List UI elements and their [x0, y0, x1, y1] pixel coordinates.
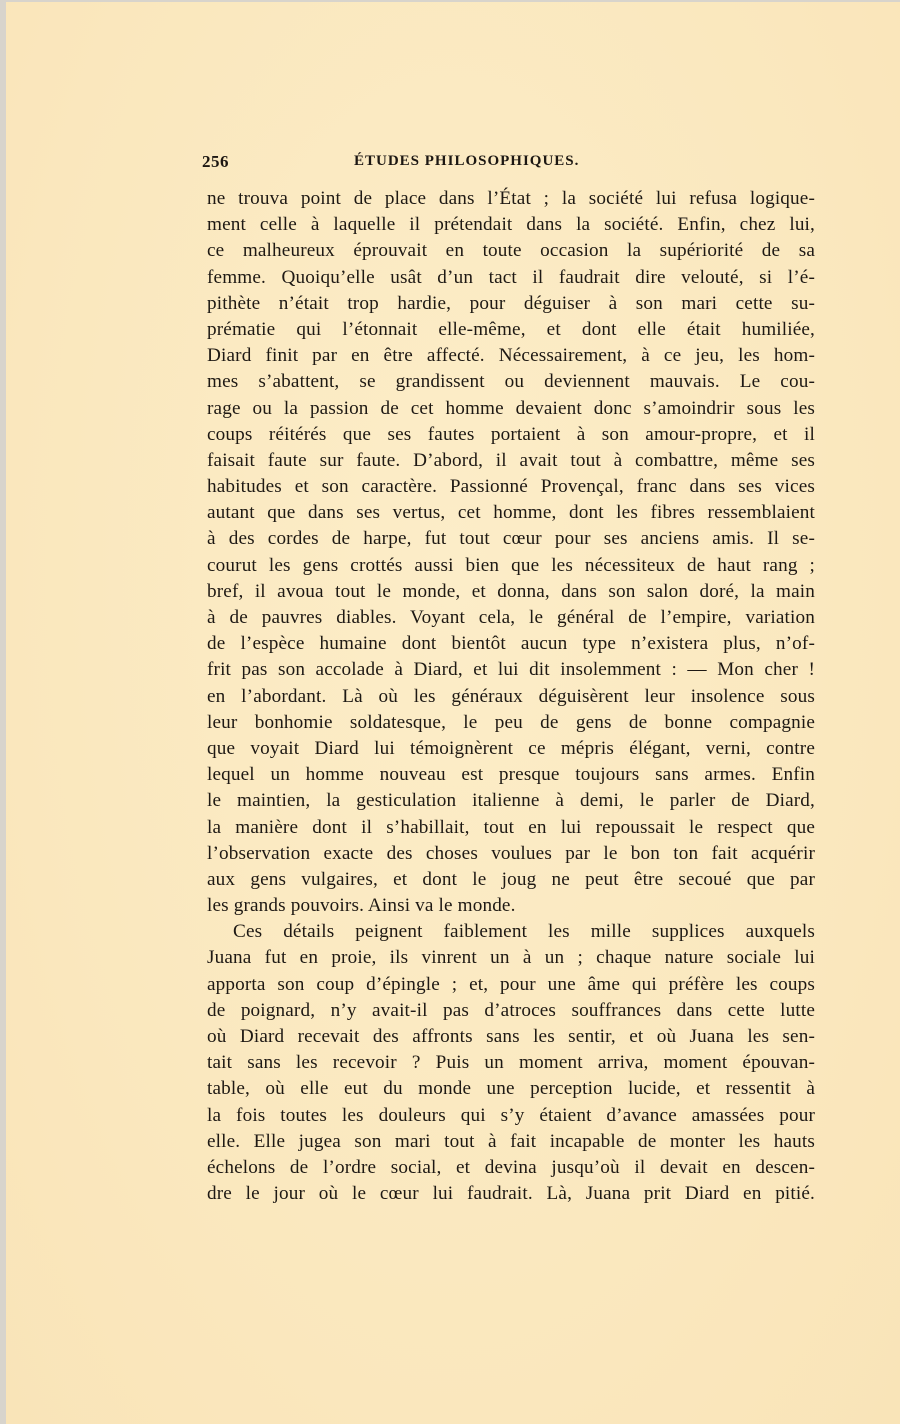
text-line: Diard finit par en être affecté. Nécessairement, à ce jeu, les hom- [207, 345, 815, 367]
text-line: bref, il avoua tout le monde, et donna, dans son salon doré, la main [207, 580, 815, 602]
text-line: tait sans les recevoir ? Puis un moment arriva, moment épouvan- [207, 1052, 815, 1074]
text-line: femme. Quoiqu’elle usât d’un tact il faudrait dire velouté, si l’é- [207, 266, 815, 288]
text-line: le maintien, la gesticulation italienne à demi, le parler de Diard, [207, 790, 815, 812]
text-line: échelons de l’ordre social, et devina jusqu’où il devait en descen- [207, 1156, 815, 1178]
text-line: apporta son coup d’épingle ; et, pour une âme qui préfère les coups [207, 973, 815, 995]
text-line: prématie qui l’étonnait elle-même, et dont elle était humiliée, [207, 318, 815, 340]
text-line: mes s’abattent, se grandissent ou deviennent mauvais. Le cou- [207, 371, 815, 393]
text-line: la manière dont il s’habillait, tout en lui repoussait le respect que [207, 816, 815, 838]
text-line: à des cordes de harpe, fut tout cœur pour ses anciens amis. Il se- [207, 528, 815, 550]
running-title: ÉTUDES PHILOSOPHIQUES. [354, 153, 580, 169]
body-text [207, 186, 815, 1207]
text-line: habitudes et son caractère. Passionné Provençal, franc dans ses vices [207, 476, 815, 498]
text-line: leur bonhomie soldatesque, le peu de gens de bonne compagnie [207, 711, 815, 733]
running-head [202, 152, 830, 174]
text-line: frit pas son accolade à Diard, et lui dit insolemment : — Mon cher ! [207, 659, 815, 681]
text-line: table, où elle eut du monde une perception lucide, et ressentit à [207, 1078, 815, 1100]
text-line: ne trouva point de place dans l’État ; la société lui refusa logique- [207, 188, 815, 209]
text-line: Juana fut en proie, ils vinrent un à un ; chaque nature sociale lui [207, 947, 815, 969]
text-line: coups réitérés que ses fautes portaient à son amour-propre, et il [207, 423, 815, 445]
paragraph-2 [207, 919, 815, 1207]
text-line: courut les gens crottés aussi bien que les nécessiteux de haut rang ; [207, 554, 815, 576]
text-line: les grands pouvoirs. Ainsi va le monde. [207, 895, 516, 917]
text-line: lequel un homme nouveau est presque toujours sans armes. Enfin [207, 764, 815, 786]
text-line: à de pauvres diables. Voyant cela, le général de l’empire, variation [207, 607, 815, 628]
book-page [6, 2, 900, 1424]
text-line: en l’abordant. Là où les généraux déguisèrent leur insolence sous [207, 685, 815, 707]
text-line: ce malheureux éprouvait en toute occasion la supériorité de sa [207, 240, 815, 262]
text-line: faisait faute sur faute. D’abord, il avait tout à combattre, même ses [207, 449, 815, 471]
text-line: où Diard recevait des affronts sans les sentir, et où Juana les sen- [207, 1026, 815, 1047]
text-line: la fois toutes les douleurs qui s’y étaient d’avance amassées pour [207, 1104, 815, 1126]
paragraph-1 [207, 186, 815, 919]
text-line: pithète n’était trop hardie, pour déguiser à son mari cette su- [207, 292, 815, 314]
text-line: l’observation exacte des choses voulues par le bon ton fait acquérir [207, 842, 815, 864]
text-line: elle. Elle jugea son mari tout à fait incapable de monter les hauts [207, 1130, 815, 1152]
page-number: 256 [202, 152, 229, 171]
text-line: que voyait Diard lui témoignèrent ce mépris élégant, verni, contre [207, 737, 815, 759]
text-line: Ces détails peignent faiblement les mille supplices auxquels [233, 921, 815, 943]
text-line: de poignard, n’y avait-il pas d’atroces souffrances dans cette lutte [207, 999, 815, 1021]
text-line: dre le jour où le cœur lui faudrait. Là, Juana prit Diard en pitié. [207, 1183, 815, 1205]
text-line: ment celle à laquelle il prétendait dans la société. Enfin, chez lui, [207, 214, 815, 236]
text-line: autant que dans ses vertus, cet homme, dont les fibres ressemblaient [207, 502, 815, 524]
text-line: rage ou la passion de cet homme devaient donc s’amoindrir sous les [207, 397, 815, 419]
text-line: aux gens vulgaires, et dont le joug ne peut être secoué que par [207, 868, 815, 890]
text-line: de l’espèce humaine dont bientôt aucun type n’existera plus, n’of- [207, 633, 815, 655]
